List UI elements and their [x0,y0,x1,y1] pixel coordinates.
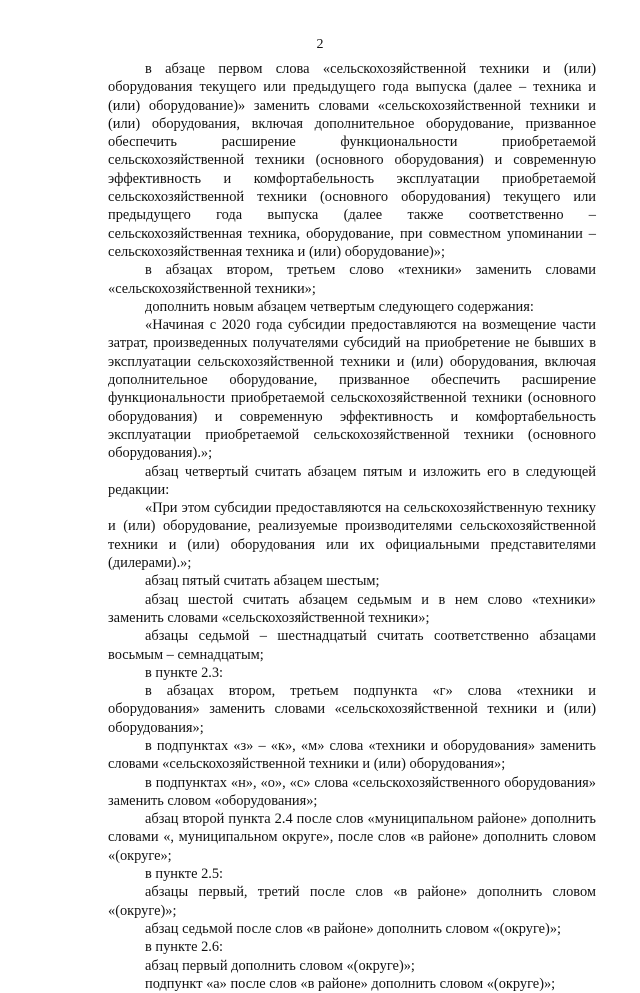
paragraph: абзац шестой считать абзацем седьмым и в нем слово «техники» заменить словами «сельскохозяйственной техники»; [108,591,596,626]
paragraph: в пункте 2.6: [145,939,224,956]
paragraph: в подпунктах «н», «о», «с» слова «сельскохозяйственного оборудования» заменить словом «оборудования»; [108,774,596,809]
paragraph: абзац четвертый считать абзацем пятым и изложить его в следующей редакции: [108,463,596,498]
paragraph: абзац пятый считать абзацем шестым; [145,573,380,590]
page-number: 2 [316,37,324,52]
paragraph: абзац первый дополнить словом «(округе)»; [145,957,415,974]
paragraph: в абзацах втором, третьем подпункта «г» слова «техники и оборудования» заменить словами «сельскохозяйственной техники и (или) оборудования»; [108,683,596,736]
paragraph: подпункт «а» после слов «в районе» дополнить словом «(округе)»; [145,975,556,992]
paragraph: абзацы седьмой – шестнадцатый считать соответственно абзацами восьмым – семнадцатым; [108,628,596,663]
paragraph: в абзацах втором, третьем слово «техники» заменить словами «сельскохозяйственной техники»; [108,262,596,297]
paragraph: абзацы первый, третий после слов «в районе» дополнить словом «(округе)»; [108,884,596,919]
document-body [108,60,596,993]
paragraph: в пункте 2.3: [145,664,224,681]
paragraph: дополнить новым абзацем четвертым следующего содержания: [145,298,534,315]
paragraph: абзац седьмой после слов «в районе» дополнить словом «(округе)»; [145,920,562,937]
paragraph: в абзаце первом слова «сельскохозяйственной техники и (или) оборудования текущего или предыдущего года выпуска (далее – техника и (или) оборудование)» заменить словами «сельскохозяйственной техники и (или) оборудования, включая дополнительное оборудование, призванное обеспечить расширение функциональности приобретаемой сельскохозяйственной техники (основного оборудования) и современную эффективность и комфортабельность эксплуатации приобретаемой сельскохозяйственной техники (основного оборудования) текущего или предыдущего года выпуска (далее также соответственно – сельскохозяйственная техника, оборудование, при совместном упоминании – сельскохозяйственная техника и (или) оборудование)»; [108,61,596,260]
paragraph: в пункте 2.5: [145,866,224,883]
paragraph: в подпунктах «з» – «к», «м» слова «техники и оборудования» заменить словами «сельскохозяйственной техники и (или) оборудования»; [108,737,596,773]
paragraph: абзац второй пункта 2.4 после слов «муниципальном районе» дополнить словами «, муниципальном округе», после слов «в районе» дополнить словом «(округе»; [108,811,596,864]
paragraph: «При этом субсидии предоставляются на сельскохозяйственную технику и (или) оборудование, реализуемые производителями сельскохозяйственной техники и (или) оборудования или их официальными представителями (дилерами).»; [108,500,596,572]
paragraph: «Начиная с 2020 года субсидии предоставляются на возмещение части затрат, произведенных получателями субсидий на приобретение не бывших в эксплуатации сельскохозяйственной техники и (или) оборудования, включая дополнительное оборудование, призванное обеспечить расширение функциональности приобретаемой сельскохозяйственной техники (основного оборудования) и современную эффективность и комфортабельность эксплуатации приобретаемой сельскохозяйственной техники (основного оборудования).»; [108,317,596,462]
